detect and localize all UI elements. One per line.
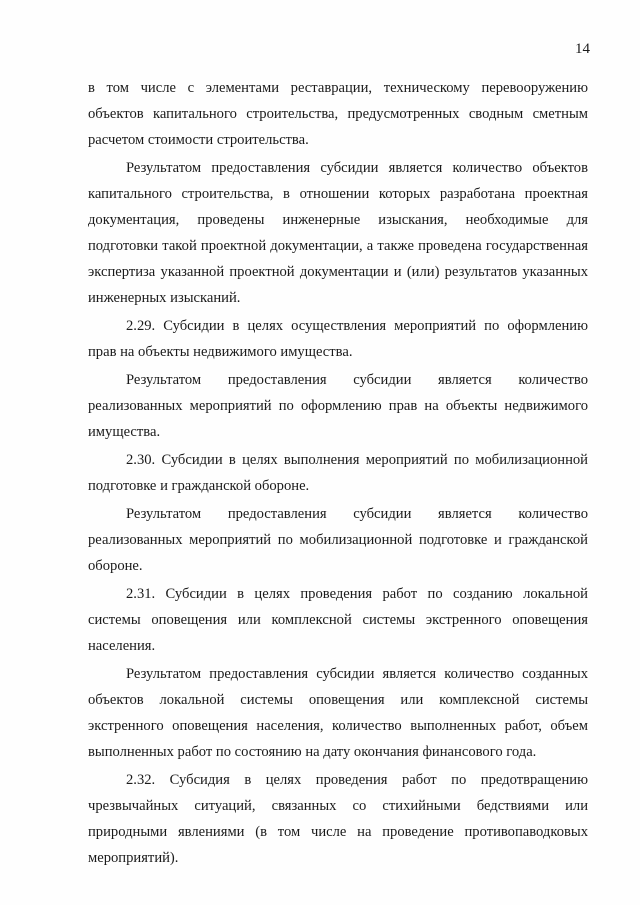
paragraph-2-30: 2.30. Субсидии в целях выполнения мероприятий по мобилизационной подготовке и гражданской обороне. <box>88 452 588 494</box>
page-number: 14 <box>575 41 590 57</box>
paragraph-2-29: 2.29. Субсидии в целях осуществления мероприятий по оформлению прав на объекты недвижимого имущества. <box>88 318 588 360</box>
paragraph-result-warning-system: Результатом предоставления субсидии является количество созданных объектов локальной системы оповещения или комплексной системы экстренного оповещения населения, количество выполненных работ, объем выполненных работ по состоянию на дату окончания финансового года. <box>88 666 588 760</box>
document-body <box>88 75 588 871</box>
paragraph-continuation: в том числе с элементами реставрации, техническому перевооружению объектов капитального строительства, предусмотренных сводным сметным расчетом стоимости строительства. <box>88 80 588 148</box>
paragraph-2-32: 2.32. Субсидия в целях проведения работ по предотвращению чрезвычайных ситуаций, связанных со стихийными бедствиями или природными явлениями (в том числе на проведение противопаводковых мероприятий). <box>88 772 588 866</box>
paragraph-result-mobilization: Результатом предоставления субсидии является количество реализованных мероприятий по мобилизационной подготовке и гражданской обороне. <box>88 506 588 574</box>
paragraph-2-31: 2.31. Субсидии в целях проведения работ по созданию локальной системы оповещения или комплексной системы экстренного оповещения населения. <box>88 586 588 654</box>
paragraph-result-design-docs: Результатом предоставления субсидии является количество объектов капитального строительства, в отношении которых разработана проектная документация, проведены инженерные изыскания, необходимые для подготовки такой проектной документации, а также проведена государственная экспертиза указанной проектной документации и (или) результатов указанных инженерных изысканий. <box>88 160 588 306</box>
paragraph-result-property-rights: Результатом предоставления субсидии является количество реализованных мероприятий по оформлению прав на объекты недвижимого имущества. <box>88 372 588 440</box>
